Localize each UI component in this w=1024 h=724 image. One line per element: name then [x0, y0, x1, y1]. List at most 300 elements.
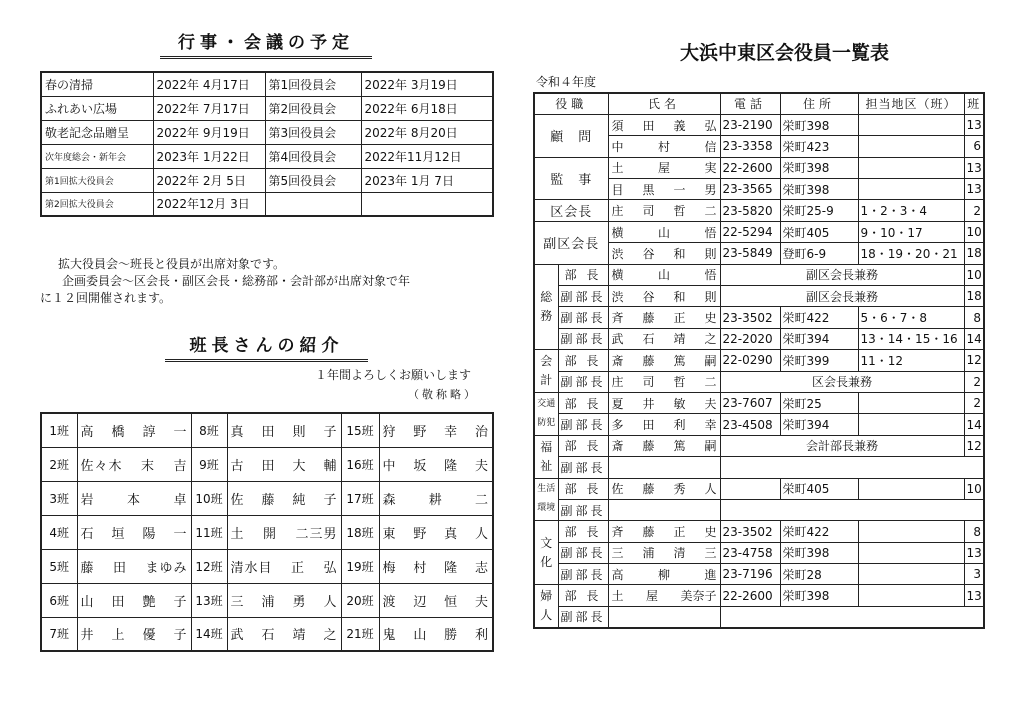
- officer-address: 栄町394: [780, 328, 858, 349]
- leader-name-text: [231, 455, 338, 474]
- officer-han: 13: [964, 542, 984, 563]
- leader-name: [379, 549, 493, 583]
- leader-name: [227, 481, 341, 515]
- han-number: 2班: [41, 447, 77, 481]
- name-part: 治: [474, 424, 489, 440]
- officer-name: [608, 179, 720, 200]
- han-number: 11班: [191, 515, 227, 549]
- name-part: 山: [80, 594, 95, 610]
- officer-role: 副部長: [558, 307, 608, 328]
- officer-name: [608, 457, 720, 478]
- leader-name-text: [81, 624, 188, 643]
- name-part: 横: [611, 225, 624, 240]
- officer-name-text: [612, 373, 717, 390]
- schedule-note-2: 企画委員会～区会長・副区会長・総務部・会計部が出席対象で年: [62, 274, 411, 288]
- name-part: 悟: [704, 268, 717, 283]
- officer-tel: 23-7607: [720, 392, 780, 413]
- officer-name-text: [612, 245, 717, 262]
- officer-han: 10: [964, 221, 984, 242]
- officer-han: 6: [964, 136, 984, 157]
- name-part: 純: [292, 492, 307, 508]
- name-part: 子: [323, 492, 338, 508]
- leaders-row: [41, 583, 493, 617]
- name-part: 子: [323, 424, 338, 440]
- han-number: 18班: [341, 515, 379, 549]
- name-part: 諄: [142, 424, 157, 440]
- name-part: 敏: [673, 396, 686, 411]
- name-part: 谷: [642, 246, 655, 261]
- leader-name: [379, 583, 493, 617]
- officer-row: [534, 264, 984, 285]
- officer-tel: 22-2600: [720, 157, 780, 178]
- schedule-cell: 春の清掃: [41, 72, 153, 96]
- leader-name-text: [383, 591, 490, 610]
- department-label: 婦人: [534, 585, 558, 628]
- name-part: 正: [673, 525, 686, 539]
- name-part: 石: [261, 628, 276, 644]
- officer-name-text: [612, 480, 717, 497]
- officer-area: [858, 392, 964, 413]
- name-part: 弘: [323, 560, 338, 576]
- name-part: 三: [611, 546, 624, 561]
- officer-name: [608, 200, 720, 221]
- officer-name-text: [612, 437, 717, 454]
- leader-name-text: [231, 489, 338, 508]
- officer-tel: 23-2190: [720, 114, 780, 135]
- name-part: 谷: [642, 289, 655, 304]
- officer-han: 2: [964, 371, 984, 392]
- officer-han: 14: [964, 414, 984, 435]
- leader-name-text: [81, 591, 188, 610]
- officer-name: [608, 136, 720, 157]
- concurrent-note: 会計部長兼務: [720, 435, 964, 456]
- schedule-cell: 第4回役員会: [265, 144, 361, 168]
- name-part: 黒: [642, 182, 655, 197]
- officer-han: 10: [964, 478, 984, 499]
- officer-name: [608, 307, 720, 328]
- empty-cell: [720, 457, 984, 478]
- name-part: 本: [126, 492, 141, 508]
- leader-name: [227, 413, 341, 447]
- leader-name: [77, 583, 191, 617]
- officer-row: [534, 350, 984, 371]
- name-part: 勇: [292, 594, 307, 610]
- name-part: 和: [673, 246, 686, 261]
- officer-han: 2: [964, 392, 984, 413]
- name-part: 斎: [611, 353, 624, 368]
- name-part: 浦: [642, 546, 655, 561]
- name-part: 田: [111, 594, 126, 610]
- han-number: 21班: [341, 617, 379, 651]
- name-part: 隆: [444, 560, 459, 576]
- name-part: 古: [230, 458, 245, 474]
- name-part: 夏: [611, 396, 624, 411]
- name-part: 則: [704, 289, 717, 304]
- han-number: 4班: [41, 515, 77, 549]
- officer-name: [608, 521, 720, 542]
- leader-name-text: [81, 489, 188, 508]
- leaders-table: [40, 412, 494, 652]
- officer-role: 副部長: [558, 564, 608, 585]
- officer-han: 14: [964, 328, 984, 349]
- schedule-row: [41, 120, 493, 144]
- han-number: 10班: [191, 481, 227, 515]
- officer-row: [534, 286, 984, 307]
- name-part: 佐々木: [80, 458, 123, 474]
- officer-name-text: [612, 330, 717, 347]
- department-label: 交通防犯: [534, 392, 558, 435]
- leader-name-text: [383, 421, 490, 440]
- name-part: 斎: [611, 439, 624, 454]
- name-part: 中: [382, 458, 397, 474]
- officer-name-text: [612, 159, 717, 176]
- leader-name: [379, 413, 493, 447]
- officer-han: 8: [964, 521, 984, 542]
- officer-row: [534, 114, 984, 135]
- officer-name: [608, 350, 720, 371]
- officer-role: 部 長: [558, 478, 608, 499]
- officer-row: [534, 564, 984, 585]
- officer-name-text: [612, 566, 717, 583]
- schedule-cell: [361, 192, 493, 216]
- name-part: 井: [80, 628, 95, 644]
- name-part: 須: [611, 118, 624, 133]
- name-part: 和: [673, 289, 686, 304]
- name-part: 吉: [173, 458, 188, 474]
- name-part: 大: [292, 458, 307, 474]
- officer-area: [858, 136, 964, 157]
- officer-tel: 22-2020: [720, 328, 780, 349]
- officer-name: [608, 157, 720, 178]
- name-part: 梅: [382, 560, 397, 576]
- schedule-row: [41, 96, 493, 120]
- han-number: 5班: [41, 549, 77, 583]
- officer-tel: 23-4508: [720, 414, 780, 435]
- name-part: 狩: [382, 424, 397, 440]
- officer-area: [858, 542, 964, 563]
- department-label: 会計: [534, 350, 558, 393]
- name-part: 哲: [673, 204, 686, 219]
- officer-tel: 23-3565: [720, 179, 780, 200]
- name-part: 史: [704, 525, 717, 539]
- officer-name-text: [612, 181, 717, 198]
- header-cell: 担当地区（班）: [858, 93, 964, 114]
- leader-name-text: [81, 455, 188, 474]
- name-part: 悟: [704, 225, 717, 240]
- name-part: 則: [704, 246, 717, 261]
- officer-address: 栄町422: [780, 307, 858, 328]
- han-number: 19班: [341, 549, 379, 583]
- officer-name: [608, 435, 720, 456]
- name-part: 夫: [474, 458, 489, 474]
- leader-name-text: [81, 421, 188, 440]
- officer-name: [608, 478, 720, 499]
- officer-row: [534, 478, 984, 499]
- name-part: 渋: [611, 246, 624, 261]
- officer-name-text: [612, 266, 717, 283]
- han-number: 7班: [41, 617, 77, 651]
- leader-name: [379, 481, 493, 515]
- han-number: 15班: [341, 413, 379, 447]
- officer-row: [534, 542, 984, 563]
- officer-row: [534, 200, 984, 221]
- name-part: 靖: [292, 628, 307, 644]
- name-part: 村: [658, 139, 671, 154]
- officer-name: [608, 243, 720, 264]
- leader-name-text: [383, 557, 490, 576]
- officer-row: [534, 585, 984, 606]
- name-part: 志: [474, 560, 489, 576]
- officer-category: 顧 問: [534, 114, 608, 157]
- name-part: 横: [611, 268, 624, 283]
- officer-name-text: [612, 395, 717, 412]
- leaders-row: [41, 549, 493, 583]
- concurrent-note: 副区会長兼務: [720, 264, 964, 285]
- officer-name: [608, 414, 720, 435]
- name-part: 二: [704, 375, 717, 390]
- officer-row: [534, 521, 984, 542]
- han-number: 20班: [341, 583, 379, 617]
- name-part: 利: [474, 628, 489, 644]
- name-part: 藤: [642, 439, 655, 454]
- officer-name: [608, 286, 720, 307]
- officer-role: 副部長: [558, 457, 608, 478]
- name-part: 垣: [111, 526, 126, 542]
- leader-name: [77, 481, 191, 515]
- leader-name: [77, 413, 191, 447]
- schedule-cell: 第2回役員会: [265, 96, 361, 120]
- name-part: 義: [673, 118, 686, 133]
- leader-name-text: [231, 421, 338, 440]
- officer-role: 副部長: [558, 286, 608, 307]
- name-part: 鬼: [382, 628, 397, 644]
- officer-tel: 23-4758: [720, 542, 780, 563]
- leader-name: [227, 617, 341, 651]
- officer-name: [608, 221, 720, 242]
- officer-name-text: [612, 224, 717, 241]
- name-part: 司: [642, 204, 655, 219]
- schedule-cell: 2022年 7月17日: [153, 96, 265, 120]
- schedule-cell: 2022年 8月20日: [361, 120, 493, 144]
- schedule-cell: 第5回役員会: [265, 168, 361, 192]
- name-part: 一: [673, 182, 686, 197]
- officer-address: 栄町25-9: [780, 200, 858, 221]
- officer-han: 18: [964, 243, 984, 264]
- leaders-row: [41, 481, 493, 515]
- name-part: 渋: [611, 289, 624, 304]
- schedule-cell: 2023年 1月22日: [153, 144, 265, 168]
- officer-name-text: [612, 523, 717, 540]
- leader-name: [227, 447, 341, 481]
- officer-category: 副区会長: [534, 221, 608, 264]
- name-part: 三: [230, 594, 245, 610]
- schedule-cell: 第1回拡大役員会: [41, 168, 153, 192]
- name-part: 柳: [658, 567, 671, 582]
- officer-han: 12: [964, 435, 984, 456]
- name-part: 人: [474, 526, 489, 542]
- officer-address: 栄町399: [780, 350, 858, 371]
- officer-han: 12: [964, 350, 984, 371]
- han-number: 3班: [41, 481, 77, 515]
- name-part: 石: [642, 332, 655, 347]
- officer-address: 栄町25: [780, 392, 858, 413]
- officer-area: 11・12: [858, 350, 964, 371]
- name-part: 陽: [142, 526, 157, 542]
- officer-name: [608, 114, 720, 135]
- officer-han: 18: [964, 286, 984, 307]
- officer-row: [534, 157, 984, 178]
- officer-area: [858, 564, 964, 585]
- name-part: 子: [173, 594, 188, 610]
- han-number: 13班: [191, 583, 227, 617]
- name-part: 信: [704, 139, 717, 154]
- leader-name: [227, 583, 341, 617]
- name-part: 弘: [704, 118, 717, 133]
- department-label: 生活環境: [534, 478, 558, 521]
- leader-name-text: [383, 523, 490, 542]
- name-part: 田: [642, 418, 655, 433]
- leader-name-text: [383, 455, 490, 474]
- name-part: 中: [611, 139, 624, 154]
- officer-role: 副部長: [558, 371, 608, 392]
- schedule-cell: 2022年 2月 5日: [153, 168, 265, 192]
- leader-name: [77, 447, 191, 481]
- schedule-note-3: に１２回開催されます。: [40, 291, 172, 305]
- name-part: 坂: [413, 458, 428, 474]
- name-part: 実: [704, 161, 717, 176]
- officer-tel: 22-5294: [720, 221, 780, 242]
- schedule-cell: [265, 192, 361, 216]
- name-part: 浦: [261, 594, 276, 610]
- officer-han: 10: [964, 264, 984, 285]
- name-part: 艶: [142, 594, 157, 610]
- leaders-row: [41, 617, 493, 651]
- name-part: 正: [673, 311, 686, 326]
- officer-role: 副部長: [558, 328, 608, 349]
- schedule-row: [41, 72, 493, 96]
- officer-address: 栄町398: [780, 157, 858, 178]
- name-part: 斉: [611, 311, 624, 326]
- officer-address: 栄町405: [780, 221, 858, 242]
- officer-row: [534, 499, 984, 520]
- name-part: 則: [292, 424, 307, 440]
- name-part: 屋: [658, 161, 671, 176]
- name-part: 藤: [642, 311, 655, 326]
- header-cell: 電話: [720, 93, 780, 114]
- department-label: 文化: [534, 521, 558, 585]
- schedule-cell: 敬老記念品贈呈: [41, 120, 153, 144]
- officers-table: [533, 92, 985, 629]
- officer-area: [858, 585, 964, 606]
- officer-area: 1・2・3・4: [858, 200, 964, 221]
- leader-name: [227, 549, 341, 583]
- header-cell: 氏名: [608, 93, 720, 114]
- name-part: 庄: [611, 375, 624, 390]
- name-part: 篤: [673, 439, 686, 454]
- concurrent-note: 副区会長兼務: [720, 286, 964, 307]
- leader-name-text: [383, 624, 490, 643]
- han-number: 9班: [191, 447, 227, 481]
- header-cell: 住所: [780, 93, 858, 114]
- name-part: 上: [111, 628, 126, 644]
- officer-name: [608, 392, 720, 413]
- officer-tel: 23-3502: [720, 521, 780, 542]
- schedule-table: [40, 71, 494, 217]
- header-cell: 班: [964, 93, 984, 114]
- han-number: 14班: [191, 617, 227, 651]
- officer-area: 13・14・15・16: [858, 328, 964, 349]
- name-part: 田: [112, 560, 127, 576]
- schedule-note-1: 拡大役員会～班長と役員が出席対象です。: [58, 257, 286, 271]
- name-part: 三: [704, 546, 717, 561]
- leader-name: [379, 515, 493, 549]
- schedule-cell: 第1回役員会: [265, 72, 361, 96]
- name-part: 藤: [642, 482, 655, 497]
- schedule-cell: 2022年 9月19日: [153, 120, 265, 144]
- name-part: 男: [704, 182, 717, 197]
- name-part: 史: [704, 311, 717, 326]
- officer-row: [534, 606, 984, 627]
- name-part: 土: [611, 589, 624, 604]
- officer-name: [608, 606, 720, 627]
- schedule-cell: 2022年11月12日: [361, 144, 493, 168]
- leader-name: [77, 617, 191, 651]
- name-part: 武: [611, 332, 624, 347]
- name-part: 美奈子: [680, 589, 717, 604]
- department-label: 総務: [534, 264, 558, 350]
- schedule-cell: 2022年 6月18日: [361, 96, 493, 120]
- name-part: 野: [413, 526, 428, 542]
- schedule-row: [41, 144, 493, 168]
- han-number: 17班: [341, 481, 379, 515]
- officer-han: 3: [964, 564, 984, 585]
- name-part: 幸: [444, 424, 459, 440]
- header-role: 役職: [534, 93, 608, 114]
- name-part: 開: [262, 526, 277, 542]
- officer-address: 栄町398: [780, 542, 858, 563]
- name-part: 屋: [646, 589, 659, 604]
- han-number: 6班: [41, 583, 77, 617]
- schedule-cell: 2022年12月 3日: [153, 192, 265, 216]
- name-part: 利: [673, 418, 686, 433]
- name-part: 二: [474, 492, 489, 508]
- officer-address: 栄町398: [780, 114, 858, 135]
- name-part: 辺: [413, 594, 428, 610]
- leader-name: [77, 515, 191, 549]
- officer-name: [608, 585, 720, 606]
- leaders-honorific: （敬称略）: [408, 388, 478, 401]
- officer-name: [608, 371, 720, 392]
- officer-row: [534, 392, 984, 413]
- officer-area: 5・6・7・8: [858, 307, 964, 328]
- empty-cell: [720, 606, 984, 627]
- name-part: まゆみ: [145, 560, 188, 576]
- name-part: 田: [261, 424, 276, 440]
- name-part: 渡: [382, 594, 397, 610]
- name-part: 一: [173, 526, 188, 542]
- officer-name: [608, 264, 720, 285]
- officer-name-text: [612, 138, 717, 155]
- officer-name-text: [612, 309, 717, 326]
- officer-address: 栄町422: [780, 521, 858, 542]
- officer-role: 副部長: [558, 499, 608, 520]
- officer-row: [534, 414, 984, 435]
- schedule-cell: 次年度総会・新年会: [41, 144, 153, 168]
- officer-row: [534, 371, 984, 392]
- officer-han: 13: [964, 585, 984, 606]
- name-part: 人: [323, 594, 338, 610]
- name-part: 嗣: [704, 439, 717, 454]
